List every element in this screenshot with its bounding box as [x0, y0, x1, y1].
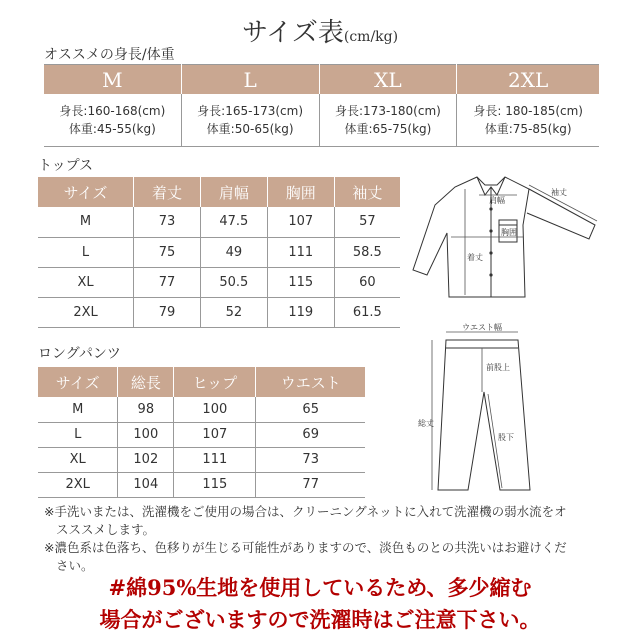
pants-cell: 65 — [256, 397, 365, 422]
tops-cell: 61.5 — [334, 297, 400, 327]
table-row — [38, 237, 400, 267]
weight-xl: 体重:65-75(kg) — [344, 122, 432, 136]
pants-outline — [438, 340, 530, 490]
recommend-cell-xl — [319, 94, 457, 147]
tops-cell: 58.5 — [334, 237, 400, 267]
tops-cell: 2XL — [38, 297, 134, 327]
table-row — [38, 267, 400, 297]
pants-section-label: ロングパンツ — [38, 346, 121, 362]
recommend-size-l: L — [181, 65, 319, 95]
shrink-warning-line-1: #綿95%生地を使用しているため、多少縮む — [108, 575, 532, 600]
table-row — [38, 422, 365, 447]
table-row — [38, 472, 365, 497]
pants-cell: 77 — [256, 472, 365, 497]
pants-header-total-length: 総長 — [118, 367, 174, 397]
pants-cell: XL — [38, 447, 118, 472]
tops-cell: 50.5 — [200, 267, 267, 297]
table-row — [38, 447, 365, 472]
table-row — [38, 397, 365, 422]
tops-cell: 107 — [267, 207, 334, 237]
recommend-section-label: オススメの身長/体重 — [44, 47, 175, 63]
recommend-cell-l — [181, 94, 319, 147]
shirt-label-length: 着丈 — [467, 253, 483, 262]
pants-cell: 115 — [174, 472, 256, 497]
tops-cell: 79 — [134, 297, 201, 327]
height-l: 身長:165-173(cm) — [197, 104, 304, 118]
tops-header-shoulder: 肩幅 — [200, 177, 267, 207]
tops-cell: 75 — [134, 237, 201, 267]
shirt-label-shoulder: 肩幅 — [489, 196, 505, 205]
weight-m: 体重:45-55(kg) — [68, 122, 156, 136]
tops-cell: 115 — [267, 267, 334, 297]
tops-cell: 57 — [334, 207, 400, 237]
shirt-label-chest: 胸囲 — [501, 228, 517, 237]
tops-header-size: サイズ — [38, 177, 134, 207]
pants-cell: M — [38, 397, 118, 422]
tops-cell: M — [38, 207, 134, 237]
pants-label-waist: ウエスト幅 — [462, 323, 502, 332]
note-line: ※手洗いまたは、洗濯機をご使用の場合は、クリーニングネットに入れて洗濯機の弱水流をオ — [44, 504, 567, 519]
pants-label-front-rise: 前股上 — [486, 363, 510, 372]
title-unit: (cm/kg) — [343, 29, 399, 45]
pants-header-waist: ウエスト — [256, 367, 365, 397]
table-row — [38, 297, 400, 327]
shrink-warning-line-2: 場合がございますので洗濯時はご注意下さい。 — [99, 607, 541, 632]
tops-header-chest: 胸囲 — [267, 177, 334, 207]
recommend-size-2xl: 2XL — [457, 65, 599, 95]
tops-cell: 49 — [200, 237, 267, 267]
shirt-diagram — [405, 165, 605, 315]
tops-header-length: 着丈 — [134, 177, 201, 207]
tops-cell: 52 — [200, 297, 267, 327]
recommend-table — [44, 64, 599, 147]
tops-cell: 119 — [267, 297, 334, 327]
tops-cell: 60 — [334, 267, 400, 297]
height-m: 身長:160-168(cm) — [59, 104, 166, 118]
recommend-cell-m — [44, 94, 181, 147]
recommend-size-m: M — [44, 65, 181, 95]
shirt-label-sleeve: 袖丈 — [551, 188, 567, 197]
weight-2xl: 体重:75-85(kg) — [484, 122, 572, 136]
tops-cell: 111 — [267, 237, 334, 267]
pants-cell: L — [38, 422, 118, 447]
pants-cell: 69 — [256, 422, 365, 447]
note-line: スススメします。 — [56, 522, 156, 537]
pants-cell: 104 — [118, 472, 174, 497]
tops-cell: 73 — [134, 207, 201, 237]
pants-cell: 100 — [174, 397, 256, 422]
tops-cell: XL — [38, 267, 134, 297]
pants-cell: 100 — [118, 422, 174, 447]
title-main: サイズ表 — [241, 18, 344, 48]
pants-cell: 111 — [174, 447, 256, 472]
pants-cell: 102 — [118, 447, 174, 472]
height-2xl: 身長: 180-185(cm) — [473, 104, 583, 118]
tops-cell: L — [38, 237, 134, 267]
care-notes — [44, 503, 604, 575]
pants-label-inseam: 股下 — [498, 433, 514, 442]
tops-cell: 47.5 — [200, 207, 267, 237]
tops-section-label: トップス — [38, 158, 94, 174]
weight-l: 体重:50-65(kg) — [206, 122, 294, 136]
recommend-size-xl: XL — [319, 65, 457, 95]
pants-cell: 2XL — [38, 472, 118, 497]
note-line: ※濃色系は色落ち、色移りが生じる可能性がありますので、淡色ものとの共洗いはお避けくだ — [44, 540, 567, 555]
pants-cell: 107 — [174, 422, 256, 447]
tops-cell: 77 — [134, 267, 201, 297]
pants-header-hip: ヒップ — [174, 367, 256, 397]
pants-cell: 73 — [256, 447, 365, 472]
pants-cell: 98 — [118, 397, 174, 422]
tops-table — [38, 177, 400, 328]
tops-header-sleeve: 袖丈 — [334, 177, 400, 207]
recommend-cell-2xl — [457, 94, 599, 147]
pants-label-total-length: 総丈 — [418, 419, 434, 428]
pants-table — [38, 367, 365, 498]
height-xl: 身長:173-180(cm) — [335, 104, 441, 118]
pants-diagram — [418, 322, 538, 502]
note-line: さい。 — [56, 558, 94, 573]
pants-header-size: サイズ — [38, 367, 118, 397]
table-row — [38, 207, 400, 237]
